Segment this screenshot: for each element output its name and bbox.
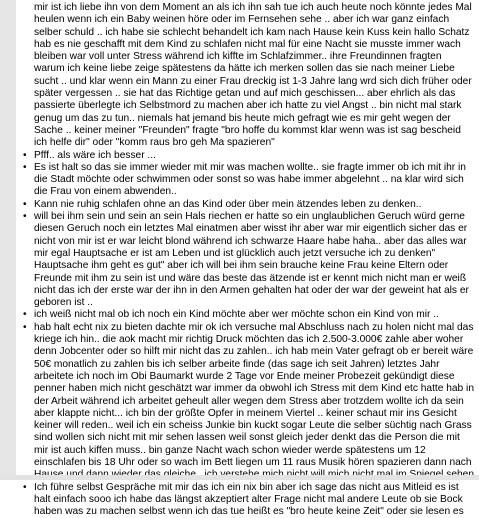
bullet-icon: • xyxy=(23,149,27,161)
list-item xyxy=(22,199,474,211)
left-margin-strip xyxy=(0,0,16,480)
list-item-text: mir ist ich liebe ihn von dem Moment an als ich ihn sah tue ich auch heute noch könnte jedes Mal heulen wenn ich ein Baby weinen höre oder im Fernsehen sehe .. aber ich war ganz einfach selber schuld .. ich habe sie schlecht behandelt ich kam nach Hause kein Kuss kein hallo Schatz hab es nie geschafft mit dem Kind zu schlafen nicht mal für eine Nacht sie musste immer wach bleiben war voll unter Stress während ich kiffte im Schlafzimmer.. ihre Freundinnen fragten warum ich keine liebe zeige spätestens da hätte ich merken sollen das sie nach meiner Liebe sucht .. und klar wenn ein Mann zu einer Frau dreckig ist 1-3 Jahre lang wrd sich dich früher oder später vergessen .. sie hat das Richtige getan und auf mich geschissen... aber ehrlich als das passierte überlegte ich Selbstmord zu machen aber ich hatte zu viel Angst .. bin nicht mal stark genug um das zu tun.. niemals hat jemand bis heute mich gefragt wie es mir geht wegen der Sache .. keiner meiner "Freunden" fragte "bro hoffe du kommst klar wenn was ist sag bescheid ich helfe dir" oder "komm raus bro geh Ma spazieren" xyxy=(34,2,472,149)
bullet-icon: • xyxy=(23,321,27,333)
document-body xyxy=(22,2,474,518)
bullet-icon: • xyxy=(23,309,27,321)
list-item-text: hab halt echt nix zu bieten dachte mir ok ich versuche mal Abschluss nach zu holen nicht mal das kriege ich hin.. die aok macht mir richtig Druck möchten das ich 2.500-3.000€ zahle aber woher denn Jobcenter oder so hilft mir nicht das zu zahlen.. ich hab mein Vater gefragt ob er bereit wäre 50€ monatlich zu zahlen bis ich selber arbeite finde (das sage ich seit Jahren) letztes Jahr arbeitete ich noch im Obi Baumarkt wurde 2 Tage vor Ende meiner Probezeit gekündigt diese penner haben mich nicht geschätzt war immer da obwohl ich Stress mit dem Kind etc hatte hab in der Arbeit während ich arbeitet geheult aller wegen dem Stress aber trotzdem wollte ich da sein aber klappte nicht... ich bin der größte Opfer in meinem Viertel .. keiner schaut mir ins Gesicht keiner will reden.. weil ich ein scheiss Junkie bin kuckt sogar Leute die selber süchtig nach Grass sind wollen sich nicht mit mir sehen lassen weil sonst gleich jeder denkt das die Person die mit mir ist auch kiffen muss.. bin ganze Nacht wach schon wieder werde spätestens um 12 einschlafen bis 18 Uhr oder so wach im Bett liegen um 11 raus Musik hören spazieren dann nach xyxy=(34,321,474,468)
bottom-bar xyxy=(0,475,479,480)
bullet-icon: • xyxy=(23,198,27,210)
list-item xyxy=(22,322,474,482)
list-item xyxy=(22,2,474,150)
list-item-text: Ich führe selbst Gespräche mit mir das ich ein nix bin aber ich sage das nicht aus Mitleid es ist halt einfach sooo ich habe das längst akzeptiert alter Frage nicht mal andere Leute ob sie Bock haben was zu machen selbst wenn ich das tue heißt es "bro heute keine Zeit" oder sie lesen es xyxy=(34,481,464,518)
list-item xyxy=(22,162,474,199)
list-item-text: ich weiß nicht mal ob ich noch ein Kind möchte aber wer möchte schon ein Kind von mir .. xyxy=(34,309,439,321)
list-item-text: Pfff.. als wäre ich besser ... xyxy=(34,149,156,161)
list-item xyxy=(22,482,474,518)
list-item-text: will bei ihm sein und sein an sein Hals riechen er hatte so ein unglaublichen Geruch würd gerne diesen Geruch noch ein letztes Mal einatmen aber wisst ihr aber war mir eigentlich sicher das er nicht von mir ist er war leicht blond während ich schwarze Haare habe haha.. aber das alles war mir egal Hauptsache er ist am Leben und ist glücklich auch jetzt versuche ich zu denken" Hauptsache ihm geht es gut" aber ich will bei ihm sein brauche keine Frau keine Eltern oder Freunde mit ihm zu sein ist und wäre das beste das ätzende ist er kennt mich nicht man er weiß nicht das ich der erste war der ihn in den Armen gehalten hat oder der war der geweint hat als er geboren ist .. xyxy=(34,211,469,309)
bullet-icon: • xyxy=(23,481,27,493)
list-item-text: Es ist halt so das sie immer wieder mit mir was machen wollte.. sie fragte immer ob ich mit ihr in die Stadt möchte oder schwimmen oder sonst so was habe immer abgelehnt .. na klar wird sich die Frau von einem abwenden.. xyxy=(34,161,466,198)
bullet-icon: • xyxy=(23,161,27,173)
list-item-text: Kann nie ruhig schlafen ohne an das Kind oder über mein ätzendes leben zu denken.. xyxy=(34,198,422,210)
list-item xyxy=(22,211,474,309)
bullet-icon: • xyxy=(23,211,27,223)
list-item xyxy=(22,150,474,162)
list-item xyxy=(22,309,474,321)
